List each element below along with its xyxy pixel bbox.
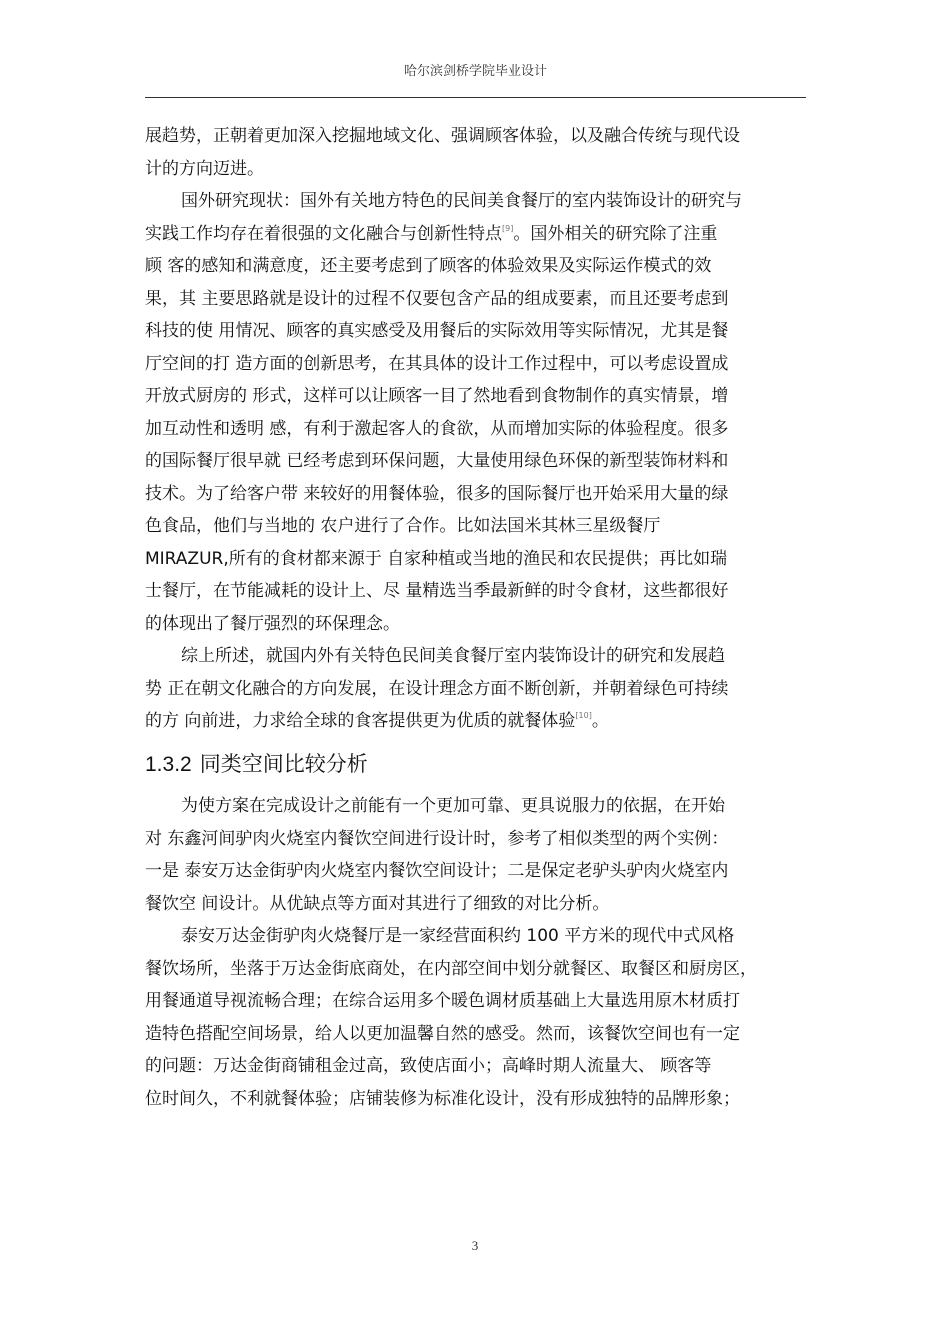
citation-ref: [10] [575, 711, 592, 720]
paragraph-line: 为使方案在完成设计之前能有一个更加可靠、更具说服力的依据，在开始 [181, 796, 725, 816]
body-text-2 [145, 790, 806, 1115]
text-run: 。国外相关的研究除了注重 [513, 223, 718, 244]
paragraph-line: 一是 泰安万达金街驴肉火烧室内餐饮空间设计；二是保定老驴头驴肉火烧室内 [145, 861, 729, 881]
paragraph-line: 士餐厅，在节能减耗的设计上、尽 量精选当季最新鲜的时令食材，这些都很好 [145, 581, 729, 601]
paragraph-line: 餐饮空 间设计。从优缺点等方面对其进行了细致的对比分析。 [145, 893, 610, 914]
section-number: 1.3.2 [145, 753, 192, 776]
paragraph-line: 造特色搭配空间场景，给人以更加温馨自然的感受。然而，该餐饮空间也有一定 [145, 1023, 740, 1044]
paragraph-line: 的体现出了餐厅强烈的环保理念。 [145, 613, 400, 634]
paragraph-line: 用餐通道导视流畅合理；在综合运用多个暖色调材质基础上大量选用原木材质打 [145, 991, 740, 1011]
paragraph-line: 综上所述，就国内外有关特色民间美食餐厅室内装饰设计的研究和发展趋 [181, 646, 725, 666]
paragraph-line: MIRAZUR,所有的食材都来源于 自家种植或当地的渔民和农民提供；再比如瑞 [145, 548, 728, 569]
paragraph-line [145, 705, 806, 738]
paragraph-line: 果，其 主要思路就是设计的过程不仅要包含产品的组成要素，而且还要考虑到 [145, 288, 729, 309]
paragraph-line: 势 正在朝文化融合的方向发展，在设计理念方面不断创新，并朝着绿色可持续 [145, 678, 729, 699]
text-run: 实践工作均存在着很强的文化融合与创新性特点 [145, 223, 502, 244]
paragraph-line [145, 218, 806, 251]
paragraph-line: 泰安万达金街驴肉火烧餐厅是一家经营面积约 100 平方米的现代中式风格 [181, 926, 735, 946]
paragraph-line: 顾 客的感知和满意度，还主要考虑到了顾客的体验效果及实际运作模式的效 [145, 256, 712, 276]
paragraph-line: 技术。为了给客户带 来较好的用餐体验，很多的国际餐厅也开始采用大量的绿 [145, 483, 729, 504]
body-text [145, 120, 806, 738]
paragraph-line: 厅空间的打 造方面的创新思考，在其具体的设计工作过程中，可以考虑设置成 [145, 353, 729, 374]
paragraph-line: 计的方向迈进。 [145, 158, 264, 179]
header-rule [145, 97, 806, 98]
paragraph-line: 科技的使 用情况、顾客的真实感受及用餐后的实际效用等实际情况，尤其是餐 [145, 321, 729, 341]
page-number: 3 [471, 1238, 479, 1253]
paragraph-line: 位时间久，不利就餐体验；店铺装修为标准化设计，没有形成独特的品牌形象； [145, 1088, 740, 1109]
page-header: 哈尔滨剑桥学院毕业设计 [403, 64, 547, 79]
text-run: 。 [591, 711, 609, 731]
section-heading [145, 748, 806, 784]
paragraph-line: 餐饮场所，坐落于万达金街底商处，在内部空间中划分就餐区、取餐区和厨房区， [145, 958, 757, 979]
section-title: 同类空间比较分析 [199, 752, 368, 776]
paragraph-line: 对 东鑫河间驴肉火烧室内餐饮空间进行设计时，参考了相似类型的两个实例： [145, 828, 729, 849]
paragraph-line: 国外研究现状：国外有关地方特色的民间美食餐厅的室内装饰设计的研究与 [181, 191, 742, 211]
text-run: 的方 向前进，力求给全球的食客提供更为优质的就餐体验 [145, 711, 576, 731]
paragraph-line: 展趋势，正朝着更加深入挖掘地域文化、强调顾客体验，以及融合传统与现代设 [145, 126, 740, 146]
paragraph-line: 开放式厨房的 形式，这样可以让顾客一目了然地看到食物制作的真实情景，增 [145, 386, 729, 406]
citation-ref: [9] [502, 223, 514, 233]
paragraph-line: 色食品，他们与当地的 农户进行了合作。比如法国米其林三星级餐厅 [145, 516, 661, 536]
paragraph-line: 的国际餐厅很早就 已经考虑到环保问题，大量使用绿色环保的新型装饰材料和 [145, 451, 729, 471]
paragraph-line: 的问题：万达金街商铺租金过高，致使店面小；高峰时期人流量大、 顾客等 [145, 1056, 712, 1076]
paragraph-line: 加互动性和透明 感，有利于激起客人的食欲，从而增加实际的体验程度。很多 [145, 418, 729, 439]
